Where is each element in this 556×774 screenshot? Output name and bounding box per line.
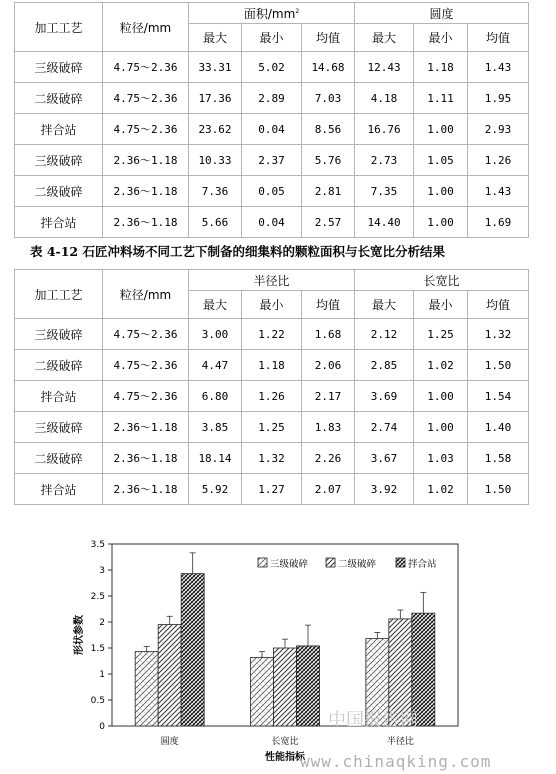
subheader: 最大 <box>355 24 414 52</box>
legend-label: 拌合站 <box>408 559 437 570</box>
value-cell: 8.56 <box>302 114 355 145</box>
process-cell: 拌合站 <box>15 114 103 145</box>
value-cell: 2.07 <box>302 474 355 505</box>
size-cell: 2.36～1.18 <box>103 474 189 505</box>
subheader: 最大 <box>355 291 414 319</box>
process-cell: 三级破碎 <box>15 145 103 176</box>
table-row <box>15 207 529 238</box>
size-cell: 2.36～1.18 <box>103 443 189 474</box>
value-cell: 2.57 <box>302 207 355 238</box>
process-cell: 三级破碎 <box>15 319 103 350</box>
value-cell: 1.50 <box>468 474 529 505</box>
value-cell: 2.93 <box>468 114 529 145</box>
value-cell: 1.32 <box>242 443 302 474</box>
y-axis-label: 形状参数 <box>74 615 85 655</box>
bar-2 <box>297 646 320 726</box>
header-aspect-ratio: 长宽比 <box>355 270 529 291</box>
subheader: 均值 <box>302 24 355 52</box>
size-cell: 4.75～2.36 <box>103 381 189 412</box>
y-tick-label: 2.5 <box>90 592 105 602</box>
value-cell: 1.11 <box>414 83 468 114</box>
table-row <box>15 350 529 381</box>
value-cell: 18.14 <box>189 443 242 474</box>
value-cell: 12.43 <box>355 52 414 83</box>
process-cell: 三级破碎 <box>15 52 103 83</box>
legend-label: 二级破碎 <box>338 559 377 570</box>
value-cell: 2.81 <box>302 176 355 207</box>
table-radius-aspect-ratio <box>14 269 529 505</box>
value-cell: 1.25 <box>242 412 302 443</box>
value-cell: 33.31 <box>189 52 242 83</box>
table-row <box>15 114 529 145</box>
value-cell: 7.03 <box>302 83 355 114</box>
value-cell: 1.00 <box>414 381 468 412</box>
legend-swatch <box>396 558 405 567</box>
value-cell: 1.27 <box>242 474 302 505</box>
bar-0 <box>251 657 274 726</box>
value-cell: 7.35 <box>355 176 414 207</box>
process-cell: 拌合站 <box>15 207 103 238</box>
value-cell: 0.04 <box>242 207 302 238</box>
value-cell: 5.02 <box>242 52 302 83</box>
header-roundness: 圆度 <box>355 3 529 24</box>
value-cell: 1.95 <box>468 83 529 114</box>
value-cell: 4.47 <box>189 350 242 381</box>
value-cell: 14.68 <box>302 52 355 83</box>
legend-label: 三级破碎 <box>270 559 309 570</box>
value-cell: 1.00 <box>414 207 468 238</box>
value-cell: 1.68 <box>302 319 355 350</box>
subheader: 均值 <box>302 291 355 319</box>
x-category-label: 圆度 <box>160 737 179 747</box>
value-cell: 1.00 <box>414 114 468 145</box>
value-cell: 3.69 <box>355 381 414 412</box>
header-process: 加工工艺 <box>15 270 103 319</box>
process-cell: 二级破碎 <box>15 443 103 474</box>
subheader: 最大 <box>189 291 242 319</box>
value-cell: 1.69 <box>468 207 529 238</box>
value-cell: 0.05 <box>242 176 302 207</box>
value-cell: 2.73 <box>355 145 414 176</box>
value-cell: 2.26 <box>302 443 355 474</box>
y-tick-label: 3.5 <box>90 540 105 550</box>
value-cell: 3.85 <box>189 412 242 443</box>
subheader: 最大 <box>189 24 242 52</box>
subheader: 最小 <box>242 24 302 52</box>
y-tick-label: 0.5 <box>90 696 105 706</box>
value-cell: 1.26 <box>468 145 529 176</box>
value-cell: 1.40 <box>468 412 529 443</box>
value-cell: 2.06 <box>302 350 355 381</box>
value-cell: 1.22 <box>242 319 302 350</box>
subheader: 均值 <box>468 24 529 52</box>
table-row <box>15 176 529 207</box>
process-cell: 拌合站 <box>15 381 103 412</box>
value-cell: 1.32 <box>468 319 529 350</box>
size-cell: 2.36～1.18 <box>103 176 189 207</box>
process-cell: 二级破碎 <box>15 176 103 207</box>
value-cell: 3.67 <box>355 443 414 474</box>
header-size: 粒径/mm <box>103 3 189 52</box>
subheader: 最小 <box>242 291 302 319</box>
value-cell: 4.18 <box>355 83 414 114</box>
legend-swatch <box>258 558 267 567</box>
size-cell: 4.75～2.36 <box>103 350 189 381</box>
table-row <box>15 319 529 350</box>
value-cell: 1.03 <box>414 443 468 474</box>
x-category-label: 长宽比 <box>271 737 299 747</box>
header-process: 加工工艺 <box>15 3 103 52</box>
process-cell: 三级破碎 <box>15 412 103 443</box>
value-cell: 5.92 <box>189 474 242 505</box>
value-cell: 5.66 <box>189 207 242 238</box>
table-row <box>15 412 529 443</box>
value-cell: 10.33 <box>189 145 242 176</box>
value-cell: 3.92 <box>355 474 414 505</box>
bar-0 <box>135 652 158 726</box>
y-tick-label: 2 <box>99 618 105 628</box>
value-cell: 17.36 <box>189 83 242 114</box>
value-cell: 1.83 <box>302 412 355 443</box>
size-cell: 2.36～1.18 <box>103 412 189 443</box>
size-cell: 4.75～2.36 <box>103 114 189 145</box>
y-tick-label: 3 <box>99 566 105 576</box>
value-cell: 2.89 <box>242 83 302 114</box>
value-cell: 1.26 <box>242 381 302 412</box>
header-radius-ratio: 半径比 <box>189 270 355 291</box>
value-cell: 1.00 <box>414 412 468 443</box>
table-row <box>15 381 529 412</box>
value-cell: 3.00 <box>189 319 242 350</box>
value-cell: 14.40 <box>355 207 414 238</box>
subheader: 最小 <box>414 24 468 52</box>
value-cell: 2.85 <box>355 350 414 381</box>
value-cell: 7.36 <box>189 176 242 207</box>
bar-2 <box>181 574 204 726</box>
bar-1 <box>274 648 297 726</box>
x-category-label: 半径比 <box>386 737 414 747</box>
value-cell: 1.05 <box>414 145 468 176</box>
watermark-url: www.chinaqking.com <box>300 752 492 771</box>
watermark-brand: 中国报告网 <box>328 710 418 731</box>
value-cell: 1.00 <box>414 176 468 207</box>
value-cell: 1.18 <box>242 350 302 381</box>
value-cell: 1.50 <box>468 350 529 381</box>
table-row <box>15 52 529 83</box>
table-row <box>15 443 529 474</box>
size-cell: 4.75～2.36 <box>103 52 189 83</box>
table-row <box>15 83 529 114</box>
value-cell: 1.43 <box>468 176 529 207</box>
value-cell: 2.12 <box>355 319 414 350</box>
value-cell: 1.18 <box>414 52 468 83</box>
value-cell: 5.76 <box>302 145 355 176</box>
size-cell: 4.75～2.36 <box>103 83 189 114</box>
value-cell: 1.58 <box>468 443 529 474</box>
value-cell: 16.76 <box>355 114 414 145</box>
table-caption: 表 4-12 石匠冲料场不同工艺下制备的细集料的颗粒面积与长宽比分析结果 <box>30 244 445 259</box>
bar-1 <box>158 625 181 726</box>
value-cell: 1.54 <box>468 381 529 412</box>
value-cell: 2.74 <box>355 412 414 443</box>
value-cell: 6.80 <box>189 381 242 412</box>
value-cell: 1.25 <box>414 319 468 350</box>
header-size: 粒径/mm <box>103 270 189 319</box>
value-cell: 2.17 <box>302 381 355 412</box>
y-tick-label: 1.5 <box>90 644 105 654</box>
value-cell: 0.04 <box>242 114 302 145</box>
value-cell: 1.43 <box>468 52 529 83</box>
value-cell: 2.37 <box>242 145 302 176</box>
subheader: 均值 <box>468 291 529 319</box>
value-cell: 1.02 <box>414 350 468 381</box>
table-row <box>15 145 529 176</box>
header-area: 面积$/mm^2$ <box>189 3 355 24</box>
legend-swatch <box>326 558 335 567</box>
process-cell: 二级破碎 <box>15 350 103 381</box>
table-row <box>15 474 529 505</box>
process-cell: 二级破碎 <box>15 83 103 114</box>
x-axis-label: 性能指标 <box>265 752 305 763</box>
process-cell: 拌合站 <box>15 474 103 505</box>
table-particle-area-roundness <box>14 2 529 238</box>
value-cell: 23.62 <box>189 114 242 145</box>
value-cell: 1.02 <box>414 474 468 505</box>
size-cell: 2.36～1.18 <box>103 145 189 176</box>
size-cell: 2.36～1.18 <box>103 207 189 238</box>
subheader: 最小 <box>414 291 468 319</box>
y-tick-label: 1 <box>99 670 105 680</box>
y-tick-label: 0 <box>99 722 105 732</box>
size-cell: 4.75～2.36 <box>103 319 189 350</box>
